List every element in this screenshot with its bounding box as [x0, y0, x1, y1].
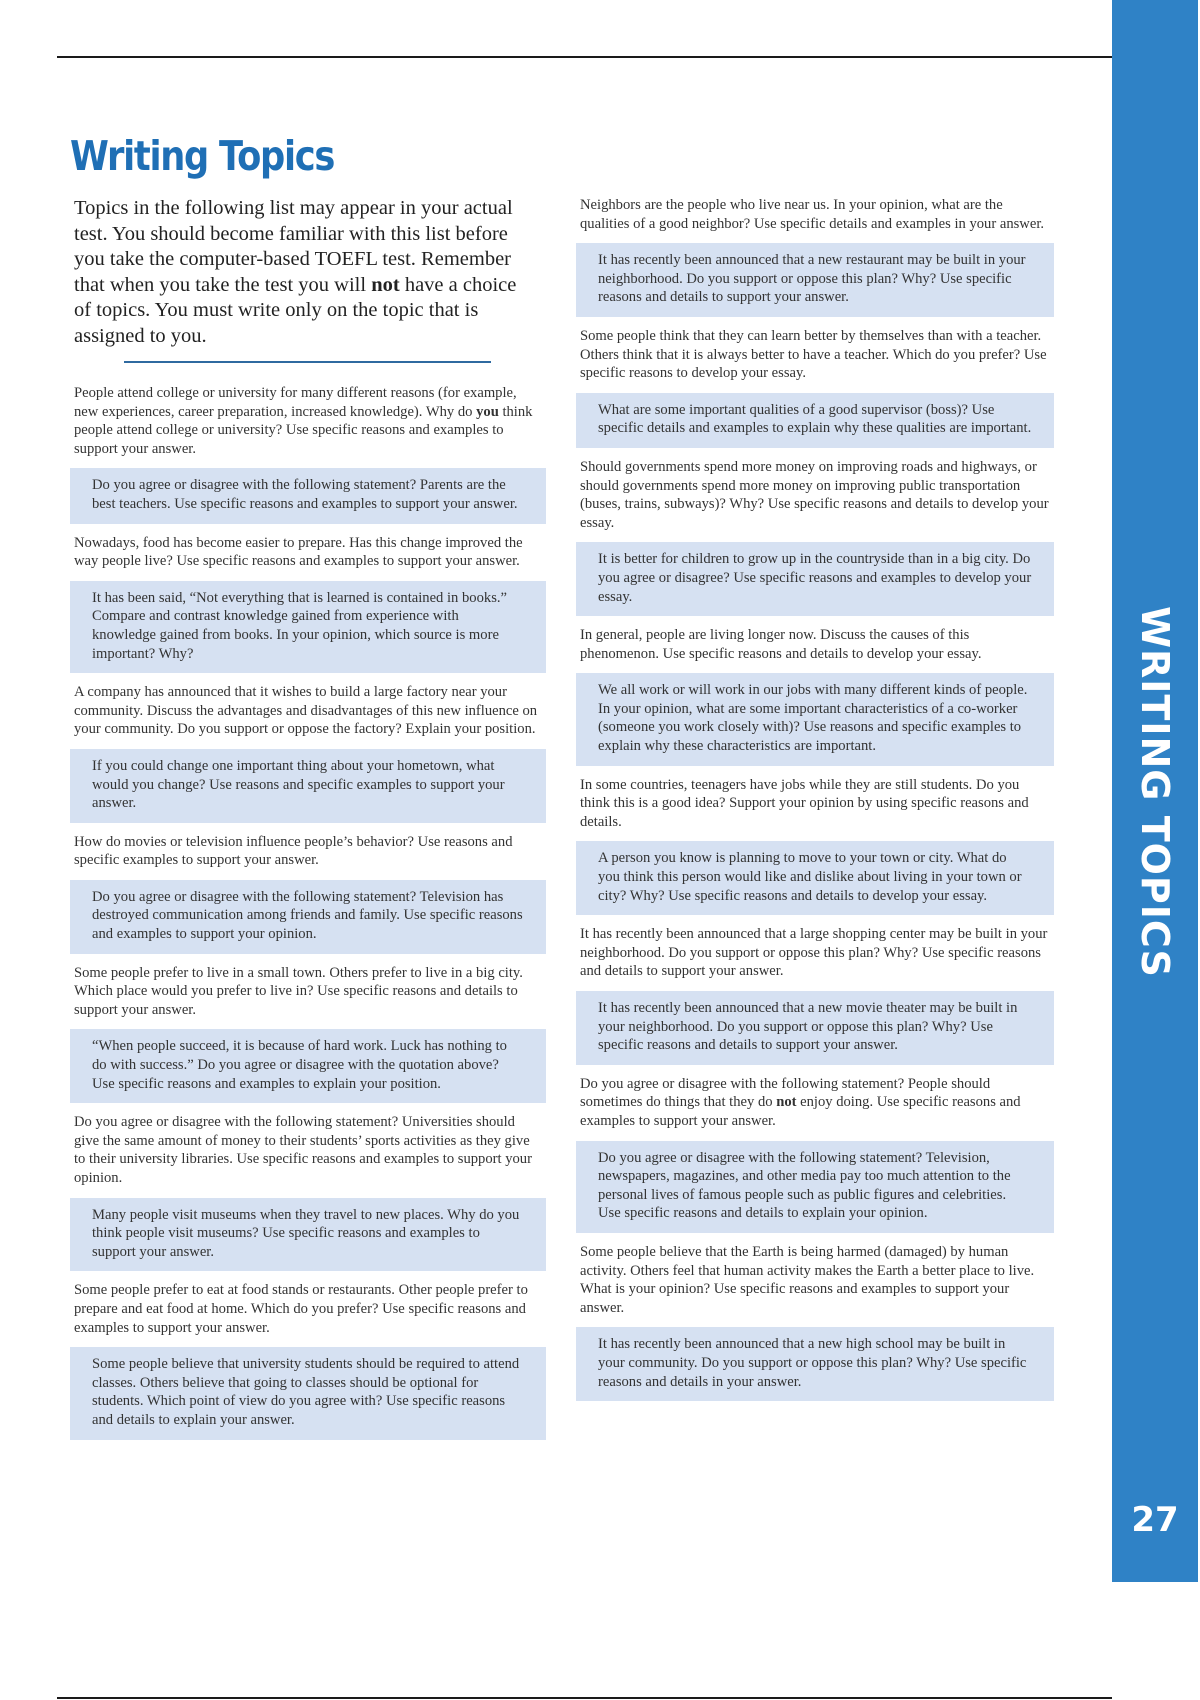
topic-item [576, 393, 1054, 448]
topic-text: Some people prefer to live in a small town. Others prefer to live in a big city. Which place would you prefer to live in? Use specific reasons and details to support your answer. [74, 964, 523, 1018]
topic-item [70, 880, 546, 954]
topic-item [576, 243, 1054, 317]
page-number: 27 [1131, 1500, 1179, 1540]
left-column [72, 384, 544, 1450]
topic-text: “When people succeed, it is because of hard work. Luck has nothing to do with success.” Do you agree or disagree with the quotation above? Use specific reasons and examples to explain your position. [92, 1038, 507, 1092]
topic-text: What are some important qualities of a good supervisor (boss)? Use specific details and examples to explain why these qualities are important. [598, 401, 1032, 437]
topic-text: A company has announced that it wishes to build a large factory near your community. Discuss the advantages and disadvantages of this new influence on your community. Do you support or oppose the factory? Explain your position. [74, 684, 538, 738]
topic-item [70, 1029, 546, 1103]
topic-text: It has recently been announced that a new movie theater may be built in your neighborhood. Do you support or oppose this plan? Why? Use specific reasons and details to support your answer. [598, 1000, 1018, 1054]
topic-text: Do you agree or disagree with the following statement? Television, newspapers, magazines, and other media pay too much attention to the personal lives of famous people such as public figures and celebrities. Use specific reasons and details to explain your opinion. [598, 1149, 1011, 1222]
topic-text: It has recently been announced that a new restaurant may be built in your neighborhood. Do you support or oppose this plan? Why? Use specific reasons and details to support your answer. [598, 252, 1026, 306]
topic-text: We all work or will work in our jobs with many different kinds of people. In your opinion, what are some important characteristics of a co-worker (someone you work closely with)? Use reasons and specific examples to explain why these characteristics are important. [598, 682, 1028, 755]
topic-text: It is better for children to grow up in the countryside than in a big city. Do you agree or disagree? Use specific reasons and examples to develop your essay. [598, 551, 1032, 605]
topic-item [576, 841, 1054, 915]
topic-emphasis: you [476, 403, 499, 420]
topic-item [72, 683, 544, 739]
topic-text: In some countries, teenagers have jobs while they are still students. Do you think this is a good idea? Support your opinion by using specific reasons and details. [580, 776, 1029, 830]
intro-paragraph [74, 196, 530, 349]
topic-text: In general, people are living longer now. Discuss the causes of this phenomenon. Use specific reasons and details to develop your essay. [580, 627, 982, 662]
topic-item [576, 1327, 1054, 1401]
topic-text: Do you agree or disagree with the following statement? People should sometimes do things that they do [580, 1075, 991, 1111]
topic-item [578, 1075, 1052, 1131]
intro-text: Topics in the following list may appear in your actual test. You should become familiar with this list before you take the computer-based TOEFL test. Remember that when you take the test you will [74, 197, 513, 296]
topic-item [70, 1198, 546, 1272]
topic-text: Do you agree or disagree with the following statement? Parents are the best teachers. Use specific reasons and examples to support your answer. [92, 477, 518, 512]
topic-item [578, 925, 1052, 981]
topic-item [72, 1113, 544, 1187]
topic-item [578, 626, 1052, 663]
topic-text: Some people believe that the Earth is being harmed (damaged) by human activity. Others feel that human activity makes the Earth a better place to live. What is your opinion? Use specific reasons and examples to support your answer. [580, 1243, 1035, 1316]
topic-text: A person you know is planning to move to your town or city. What do you think this person would like and dislike about living in your town or city? Why? Use specific reasons and details to develop your essay. [598, 850, 1022, 904]
topic-emphasis: not [776, 1094, 797, 1111]
topic-item [72, 534, 544, 571]
topic-text-end: enjoy doing. Use specific reasons and examples to support your answer. [580, 1094, 1021, 1129]
topic-item [578, 327, 1052, 383]
topic-item [72, 1281, 544, 1337]
topic-text: How do movies or television influence people’s behavior? Use reasons and specific examples to support your answer. [74, 833, 513, 869]
topic-item [72, 833, 544, 870]
topic-item [578, 1243, 1052, 1317]
topic-text-end: think people attend college or university? Use specific reasons and examples to support your answer. [74, 403, 533, 457]
topic-item [576, 542, 1054, 616]
topic-text: Do you agree or disagree with the following statement? Television has destroyed communication among friends and family. Use specific reasons and examples to support your opinion. [92, 888, 523, 943]
topic-item [72, 964, 544, 1020]
intro-divider [124, 361, 491, 363]
topic-item [576, 1141, 1054, 1233]
topic-text: Nowadays, food has become easier to prepare. Has this change improved the way people live? Use specific reasons and examples to support your answer. [74, 534, 523, 570]
topic-text: Some people think that they can learn better by themselves than with a teacher. Others think that it is always better to have a teacher. Which do you prefer? Use specific reasons to develop your essay. [580, 327, 1047, 382]
topic-item [578, 196, 1052, 233]
topic-text: Some people prefer to eat at food stands or restaurants. Other people prefer to prepare and eat food at home. Which do you prefer? Use specific reasons and examples to support your answer. [74, 1282, 528, 1336]
topic-text: It has recently been announced that a new high school may be built in your community. Do you support or oppose this plan? Why? Use specific reasons and details in your answer. [598, 1336, 1027, 1390]
topic-text: Do you agree or disagree with the following statement? Universities should give the same amount of money to their students’ sports activities as they give to their university libraries. Use specific reasons and examples to support your opinion. [74, 1114, 532, 1186]
topic-item [578, 776, 1052, 832]
topic-text: If you could change one important thing about your hometown, what would you change? Use reasons and specific examples to support your answer. [92, 757, 505, 812]
topic-text: It has recently been announced that a large shopping center may be built in your neighborhood. Do you support or oppose this plan? Why? Use specific reasons and details to support your answer. [580, 926, 1048, 980]
topic-item [576, 991, 1054, 1065]
topic-text: Many people visit museums when they travel to new places. Why do you think people visit museums? Use specific reasons and examples to support your answer. [92, 1206, 520, 1260]
topic-text: Neighbors are the people who live near us. In your opinion, what are the qualities of a good neighbor? Use specific details and examples in your answer. [580, 197, 1045, 232]
topic-item [70, 1347, 546, 1439]
topic-item [576, 673, 1054, 765]
page-title: Writing Topics [70, 132, 335, 180]
topic-item [70, 749, 546, 823]
topic-item [578, 458, 1052, 532]
topic-item [70, 581, 546, 673]
topic-item [70, 468, 546, 523]
topic-text: Some people believe that university students should be required to attend classes. Others believe that going to classes should be optional for students. Which point of view do you agree with? Use specific reasons and details to explain your answer. [92, 1356, 520, 1428]
right-column [578, 196, 1052, 1411]
top-rule [57, 56, 1112, 58]
topic-text: It has been said, “Not everything that is learned is contained in books.” Compare and contrast knowledge gained from experience with knowledge gained from books. In your opinion, which source is more important? Why? [92, 589, 507, 662]
topic-item [72, 384, 544, 458]
topic-text: Should governments spend more money on improving roads and highways, or should governments spend more money on improving public transportation (buses, trains, subways)? Why? Use specific reasons and details to develop your essay. [580, 458, 1049, 531]
topic-text: People attend college or university for many different reasons (for example, new experiences, career preparation, increased knowledge). Why do [74, 385, 517, 420]
side-tab-label: WRITING TOPICS [1133, 606, 1177, 978]
intro-emphasis: not [371, 273, 400, 296]
bottom-rule [57, 1697, 1112, 1699]
intro-text-end: have a choice of topics. You must write only on the topic that is assigned to you. [74, 273, 517, 347]
